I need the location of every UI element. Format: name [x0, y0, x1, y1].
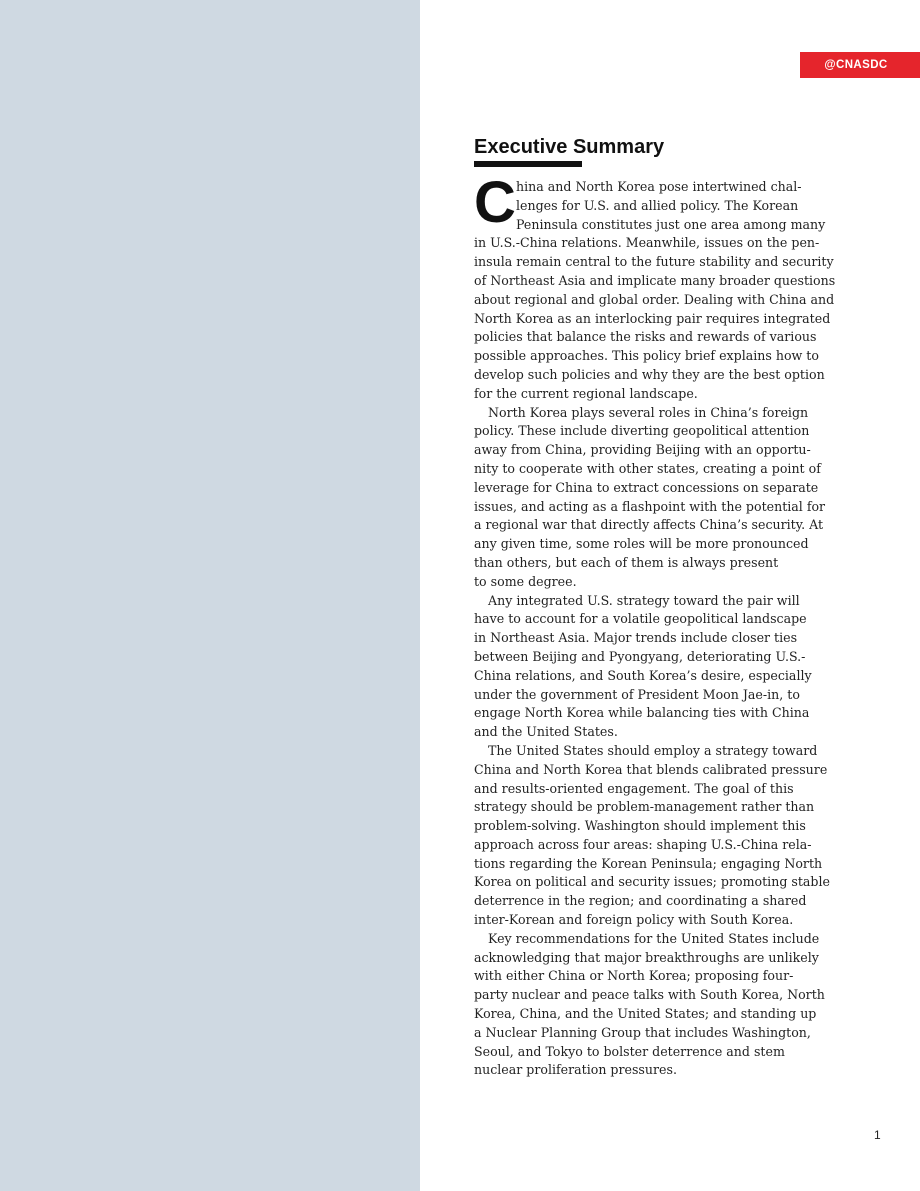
- text-line: to some degree.: [474, 573, 577, 589]
- text-line: approach across four areas: shaping U.S.-China rela-: [474, 836, 812, 852]
- text-line: lenges for U.S. and allied policy. The Korean: [516, 197, 799, 213]
- text-line: and results-oriented engagement. The goal of this: [474, 780, 794, 796]
- text-line: tions regarding the Korean Peninsula; engaging North: [474, 855, 823, 871]
- title-underline: [474, 161, 582, 167]
- text-line: hina and North Korea pose intertwined chal-: [516, 179, 802, 194]
- text-line: of Northeast Asia and implicate many broader questions: [474, 272, 836, 288]
- text-line: with either China or North Korea; proposing four-: [474, 968, 794, 984]
- section-title: Executive Summary: [474, 136, 665, 158]
- text-line: away from China, providing Beijing with an opportu-: [474, 442, 811, 458]
- text-line: Any integrated U.S. strategy toward the pair will: [488, 592, 800, 608]
- text-line: strategy should be problem-management rather than: [474, 799, 815, 815]
- text-line: have to account for a volatile geopolitical landscape: [474, 611, 807, 627]
- text-line: leverage for China to extract concessions on separate: [474, 479, 819, 495]
- text-line: policy. These include diverting geopolitical attention: [474, 423, 810, 439]
- text-line: in U.S.-China relations. Meanwhile, issues on the pen-: [474, 235, 820, 251]
- text-line: policies that balance the risks and rewards of various: [474, 329, 817, 345]
- text-line: Korea, China, and the United States; and standing up: [474, 1006, 817, 1022]
- left-color-panel: [0, 0, 420, 1191]
- text-line: deterrence in the region; and coordinating a shared: [474, 893, 807, 909]
- text-line: under the government of President Moon Jae-in, to: [474, 686, 800, 702]
- text-line: for the current regional landscape.: [474, 385, 698, 401]
- text-line: between Beijing and Pyongyang, deteriorating U.S.-: [474, 648, 806, 664]
- text-line: party nuclear and peace talks with South Korea, North: [474, 987, 825, 1003]
- text-line: nuclear proliferation pressures.: [474, 1062, 677, 1078]
- text-line: acknowledging that major breakthroughs are unlikely: [474, 949, 819, 965]
- text-line: North Korea as an interlocking pair requires integrated: [474, 310, 831, 326]
- text-line: inter-Korean and foreign policy with South Korea.: [474, 912, 794, 928]
- text-line: Key recommendations for the United States include: [488, 930, 820, 946]
- text-line: China relations, and South Korea’s desire, especially: [474, 667, 812, 683]
- text-line: any given time, some roles will be more pronounced: [474, 536, 809, 552]
- text-line: a regional war that directly affects China’s security. At: [474, 517, 824, 533]
- text-line: Peninsula constitutes just one area among many: [516, 216, 826, 232]
- text-line: in Northeast Asia. Major trends include closer ties: [474, 630, 798, 646]
- text-line: nity to cooperate with other states, creating a point of: [474, 460, 821, 476]
- drop-cap: C: [474, 170, 516, 235]
- text-line: insula remain central to the future stability and security: [474, 254, 834, 270]
- text-line: North Korea plays several roles in China’s foreign: [488, 404, 809, 420]
- text-line: The United States should employ a strategy toward: [488, 742, 818, 758]
- text-line: China and North Korea that blends calibrated pressure: [474, 761, 828, 777]
- twitter-handle-tag: @CNASDC: [800, 52, 920, 78]
- text-line: a Nuclear Planning Group that includes Washington,: [474, 1024, 811, 1040]
- text-line: issues, and acting as a flashpoint with the potential for: [474, 498, 826, 514]
- text-line: engage North Korea while balancing ties with China: [474, 705, 810, 721]
- text-line: and the United States.: [474, 724, 618, 740]
- text-line: than others, but each of them is always present: [474, 554, 779, 570]
- body-text: [474, 170, 854, 1080]
- dropcap-lines: [516, 178, 825, 234]
- text-line: Seoul, and Tokyo to bolster deterrence and stem: [474, 1043, 785, 1059]
- opening-paragraph-start: [474, 170, 854, 235]
- text-line: Korea on political and security issues; promoting stable: [474, 874, 830, 890]
- text-line: develop such policies and why they are the best option: [474, 366, 825, 382]
- text-line: problem-solving. Washington should implement this: [474, 818, 806, 834]
- text-line: possible approaches. This policy brief explains how to: [474, 348, 819, 364]
- page-number: 1: [874, 1128, 881, 1142]
- text-line: about regional and global order. Dealing with China and: [474, 291, 835, 307]
